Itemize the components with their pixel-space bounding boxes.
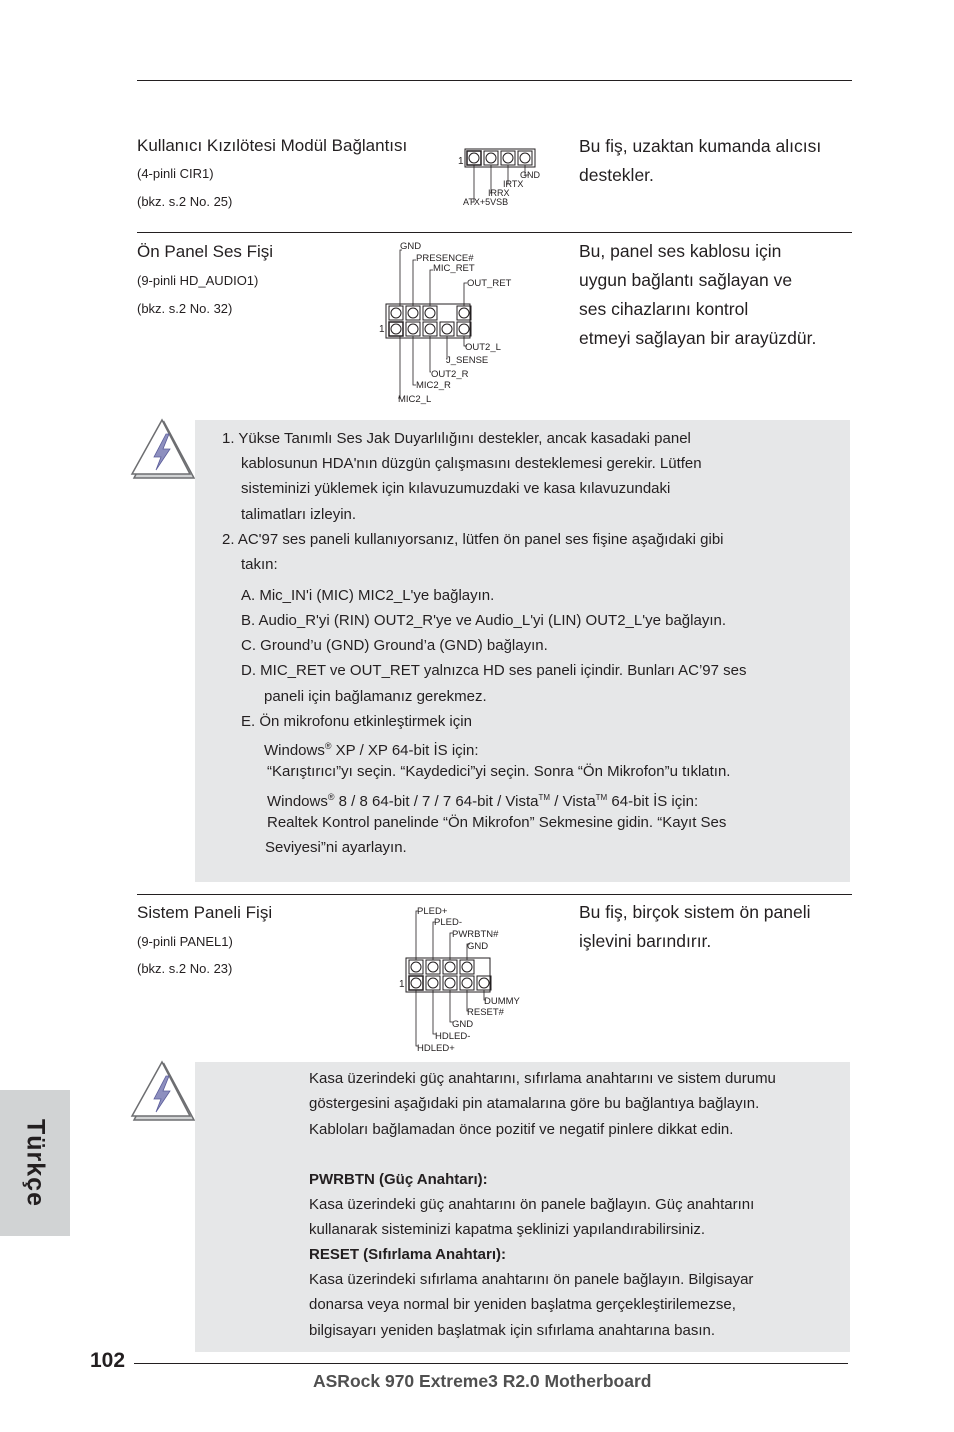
panel-ref: (bkz. s.2 No. 23) bbox=[137, 961, 233, 976]
audio-label-out2r: OUT2_R bbox=[431, 369, 469, 380]
note1-line-8: B. Audio_R'yi (RIN) OUT2_R'ye ve Audio_L'yi (LIN) OUT2_L'ye bağlayın. bbox=[241, 612, 726, 629]
warning-triangle-icon bbox=[128, 1060, 198, 1126]
cir-desc-2: destekler. bbox=[579, 165, 654, 185]
note1-line-13: “Karıştırıcı”yı seçin. “Kaydedici”yi seçin. Sonra “Ön Mikrofon”u tıklatın. bbox=[267, 763, 731, 780]
note2-heading-reset: RESET (Sıfırlama Anahtarı): bbox=[309, 1246, 506, 1263]
audio-label-presence: PRESENCE# bbox=[416, 253, 474, 264]
page-number: 102 bbox=[90, 1349, 126, 1372]
cir-pins: (4-pinli CIR1) bbox=[137, 166, 214, 181]
panel-label-hdled-minus: HDLED- bbox=[435, 1031, 471, 1042]
note1-line-12: E. Ön mikrofonu etkinleştirmek için bbox=[241, 713, 472, 730]
panel-label-reset: RESET# bbox=[467, 1007, 504, 1018]
cir-ref: (bkz. s.2 No. 25) bbox=[137, 194, 233, 209]
audio-label-outret: OUT_RET bbox=[467, 278, 512, 289]
cir-connector-diagram bbox=[455, 140, 555, 212]
audio-label-micret: MIC_RET bbox=[433, 263, 475, 274]
section-rule-2 bbox=[137, 894, 852, 895]
cir-label-irtx: IRTX bbox=[503, 179, 524, 189]
audio-label-jsense: J_SENSE bbox=[446, 355, 489, 366]
note2-line-8: Kasa üzerindeki sıfırlama anahtarını ön panele bağlayın. Bilgisayar bbox=[309, 1271, 754, 1288]
panel-label-gnd-top: GND bbox=[467, 941, 489, 952]
panel-connector-diagram bbox=[396, 900, 536, 1056]
note1-line-7: A. Mic_IN'i (MIC) MIC2_L'ye bağlayın. bbox=[241, 587, 495, 604]
note2-line-3: Kabloları bağlamadan önce pozitif ve negatif pinlere dikkat edin. bbox=[309, 1121, 734, 1138]
note1-windows-xp: Windows® XP / XP 64-bit İS için: bbox=[264, 741, 479, 759]
note1-line-3: sisteminizi yüklemek için kılavuzumuzdaki ve kasa kılavuzundaki bbox=[241, 480, 671, 497]
note1-line-9: C. Ground’u (GND) Ground’a (GND) bağlayın. bbox=[241, 637, 548, 654]
note1-line-10: D. MIC_RET ve OUT_RET yalnızca HD ses paneli içindir. Bunları AC’97 ses bbox=[241, 662, 747, 679]
note2-line-6: kullanarak sisteminizi kapatma şeklinizi yapılandırabilirsiniz. bbox=[309, 1221, 705, 1238]
section-rule-1 bbox=[137, 232, 852, 233]
panel-label-dummy: DUMMY bbox=[484, 996, 520, 1007]
cir-label-atx5vsb: ATX+5VSB bbox=[463, 197, 509, 207]
note1-windows-8: Windows® 8 / 8 64-bit / 7 / 7 64-bit / Vista™ / Vista™ 64-bit İS için: bbox=[267, 792, 699, 810]
audio-connector-diagram bbox=[376, 238, 536, 408]
panel-pins: (9-pinli PANEL1) bbox=[137, 934, 233, 949]
cir-label-gnd: GND bbox=[520, 170, 540, 180]
note2-heading-pwrbtn: PWRBTN (Güç Anahtarı): bbox=[309, 1171, 488, 1188]
cir-desc-1: Bu fiş, uzaktan kumanda alıcısı bbox=[579, 136, 822, 156]
note2-line-2: göstergesini aşağıdaki pin atamalarına göre bu bağlantıya bağlayın. bbox=[309, 1095, 760, 1112]
audio-desc-1: Bu, panel ses kablosu için bbox=[579, 241, 782, 261]
panel-label-pled-plus: PLED+ bbox=[417, 906, 448, 917]
audio-label-out2l: OUT2_L bbox=[465, 342, 501, 353]
audio-label-gnd: GND bbox=[400, 241, 422, 252]
audio-ref: (bkz. s.2 No. 32) bbox=[137, 301, 233, 316]
footer-rule bbox=[134, 1363, 848, 1364]
cir-pin1-label: 1 bbox=[458, 156, 464, 167]
panel-label-hdled-plus: HDLED+ bbox=[417, 1043, 455, 1054]
note2-line-9: donarsa veya normal bir yeniden başlatma gerçekleştirilemezse, bbox=[309, 1296, 736, 1313]
footer-text: ASRock 970 Extreme3 R2.0 Motherboard bbox=[313, 1371, 652, 1391]
note1-line-11: paneli için bağlamanız gerekmez. bbox=[264, 688, 487, 705]
audio-title: Ön Panel Ses Fişi bbox=[137, 242, 274, 261]
panel-title: Sistem Paneli Fişi bbox=[137, 903, 273, 922]
audio-desc-3: ses cihazlarını kontrol bbox=[579, 299, 749, 319]
panel-label-pwrbtn: PWRBTN# bbox=[452, 929, 499, 940]
note1-line-14: Realtek Kontrol panelinde “Ön Mikrofon” Sekmesine gidin. “Kayıt Ses bbox=[267, 814, 727, 831]
panel-desc-2: işlevini barındırır. bbox=[579, 931, 712, 951]
audio-desc-4: etmeyi sağlayan bir arayüzdür. bbox=[579, 328, 817, 348]
cir-label-irrx: IRRX bbox=[488, 188, 510, 198]
note2-line-1: Kasa üzerindeki güç anahtarını, sıfırlama anahtarını ve sistem durumu bbox=[309, 1070, 776, 1087]
note1-line-15: Seviyesi”ni ayarlayın. bbox=[265, 839, 407, 856]
note1-line-4: talimatları izleyin. bbox=[241, 506, 357, 523]
top-rule bbox=[137, 80, 852, 81]
note1-line-5: 2. AC'97 ses paneli kullanıyorsanız, lütfen ön panel ses fişine aşağıdaki gibi bbox=[222, 531, 724, 548]
note2-line-5: Kasa üzerindeki güç anahtarını ön panele bağlayın. Güç anahtarını bbox=[309, 1196, 755, 1213]
audio-desc-2: uygun bağlantı sağlayan ve bbox=[579, 270, 793, 290]
panel-label-gnd-bottom: GND bbox=[452, 1019, 474, 1030]
audio-pin1-label: 1 bbox=[379, 324, 385, 335]
panel-desc-1: Bu fiş, birçok sistem ön paneli bbox=[579, 902, 811, 922]
note1-line-2: kablosunun HDA'nın düzgün çalışmasını desteklemesi gerekir. Lütfen bbox=[241, 455, 702, 472]
note1-line-6: takın: bbox=[241, 556, 278, 573]
warning-triangle-icon bbox=[128, 418, 198, 484]
panel-pin1-label: 1 bbox=[399, 979, 405, 990]
note1-line-1: 1. Yükse Tanımlı Ses Jak Duyarlılığını destekler, ancak kasadaki panel bbox=[222, 430, 691, 447]
panel-label-pled-minus: PLED- bbox=[434, 917, 462, 928]
audio-label-mic2r: MIC2_R bbox=[416, 380, 451, 391]
audio-pins: (9-pinli HD_AUDIO1) bbox=[137, 273, 259, 288]
audio-label-mic2l: MIC2_L bbox=[398, 394, 432, 405]
language-tab-label: Türkçe bbox=[21, 1119, 50, 1207]
note2-line-10: bilgisayarı yeniden başlatmak için sıfırlama anahtarına basın. bbox=[309, 1322, 716, 1339]
cir-title: Kullanıcı Kızılötesi Modül Bağlantısı bbox=[137, 136, 408, 155]
